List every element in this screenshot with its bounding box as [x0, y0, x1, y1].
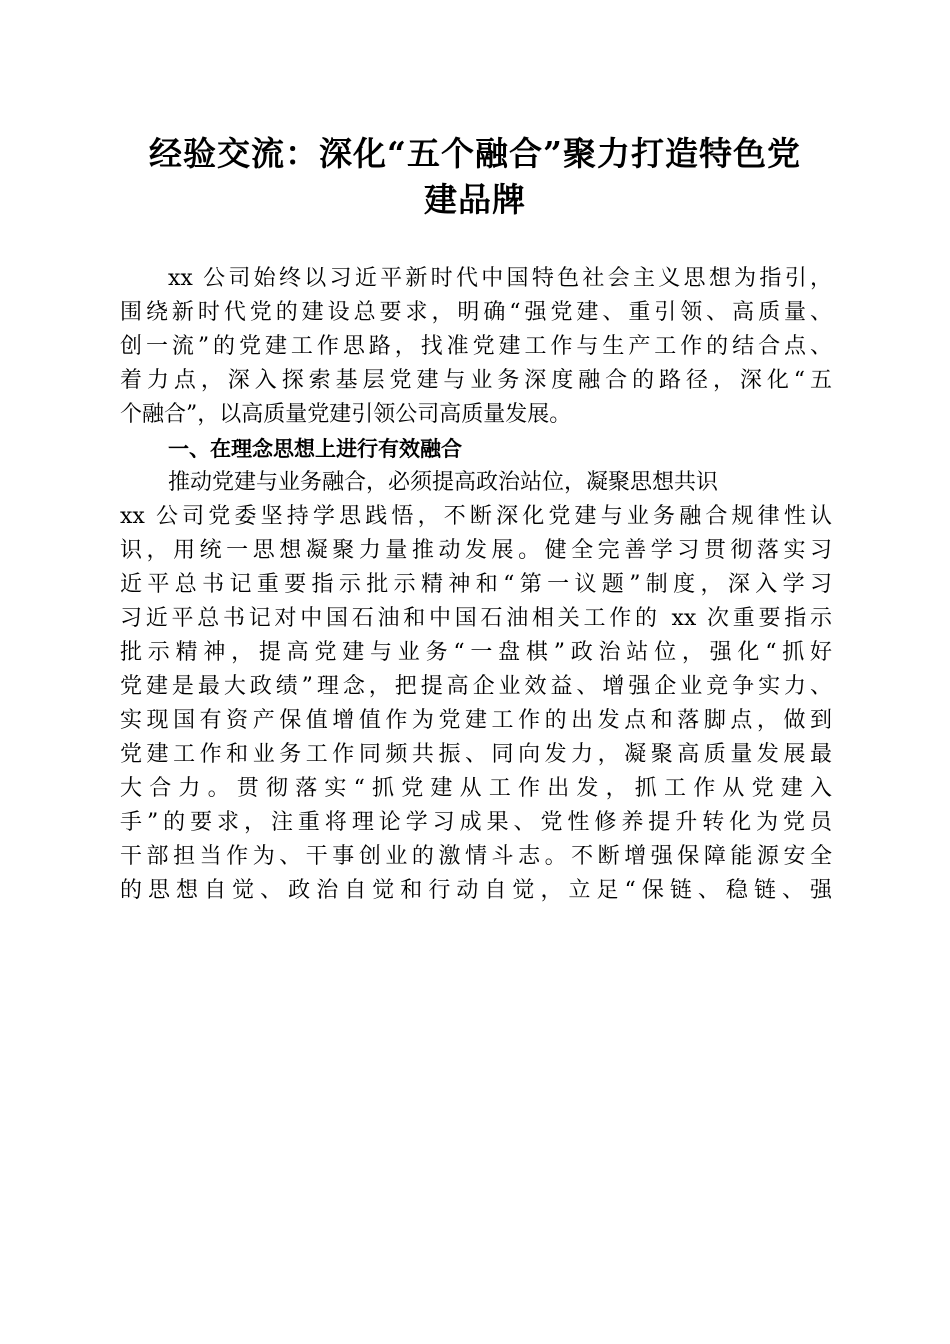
- text-line: 手”的要求，注重将理论学习成果、党性修养提升转化为党员: [120, 810, 832, 835]
- document-body: [120, 262, 832, 908]
- title-line-2: 建品牌: [424, 180, 526, 219]
- text-line: 个融合”，以高质量党建引领公司高质量发展。: [120, 402, 572, 427]
- section-heading: 一、在理念思想上进行有效融合: [168, 437, 462, 461]
- text-line: 识，用统一思想凝聚力量推动发展。健全完善学习贯彻落实习: [120, 538, 832, 563]
- text-line: 创一流”的党建工作思路，找准党建工作与生产工作的结合点、: [120, 334, 832, 359]
- text-line: 党建是最大政绩”理念，把提高企业效益、增强企业竞争实力、: [120, 674, 832, 699]
- text-line: 大合力。贯彻落实“抓党建从工作出发，抓工作从党建入: [120, 776, 832, 801]
- title-line-1: 经验交流：深化“五个融合”聚力打造特色党: [149, 134, 801, 173]
- text-line: 围绕新时代党的建设总要求，明确“强党建、重引领、高质量、: [120, 300, 832, 325]
- text-line: 党建工作和业务工作同频共振、同向发力，凝聚高质量发展最: [120, 742, 832, 767]
- text-line: 干部担当作为、干事创业的激情斗志。不断增强保障能源安全: [120, 844, 832, 869]
- text-line: xx 公司始终以习近平新时代中国特色社会主义思想为指引，: [168, 266, 832, 291]
- section-1-paragraph: [120, 466, 832, 908]
- text-line: 习近平总书记对中国石油和中国石油相关工作的 xx 次重要指示: [120, 606, 832, 631]
- text-line: 批示精神，提高党建与业务“一盘棋”政治站位，强化“抓好: [120, 640, 832, 665]
- intro-paragraph: [120, 262, 832, 432]
- document-title: [100, 131, 850, 223]
- text-line: 近平总书记重要指示批示精神和“第一议题”制度，深入学习: [120, 572, 832, 597]
- text-line: 实现国有资产保值增值作为党建工作的出发点和落脚点，做到: [120, 708, 832, 733]
- text-line: 推动党建与业务融合，必须提高政治站位，凝聚思想共识: [168, 470, 719, 495]
- text-line: 的思想自觉、政治自觉和行动自觉，立足“保链、稳链、强: [120, 878, 832, 903]
- text-line: 着力点，深入探索基层党建与业务深度融合的路径，深化“五: [120, 368, 832, 393]
- text-line: xx 公司党委坚持学思践悟，不断深化党建与业务融合规律性认: [120, 504, 832, 529]
